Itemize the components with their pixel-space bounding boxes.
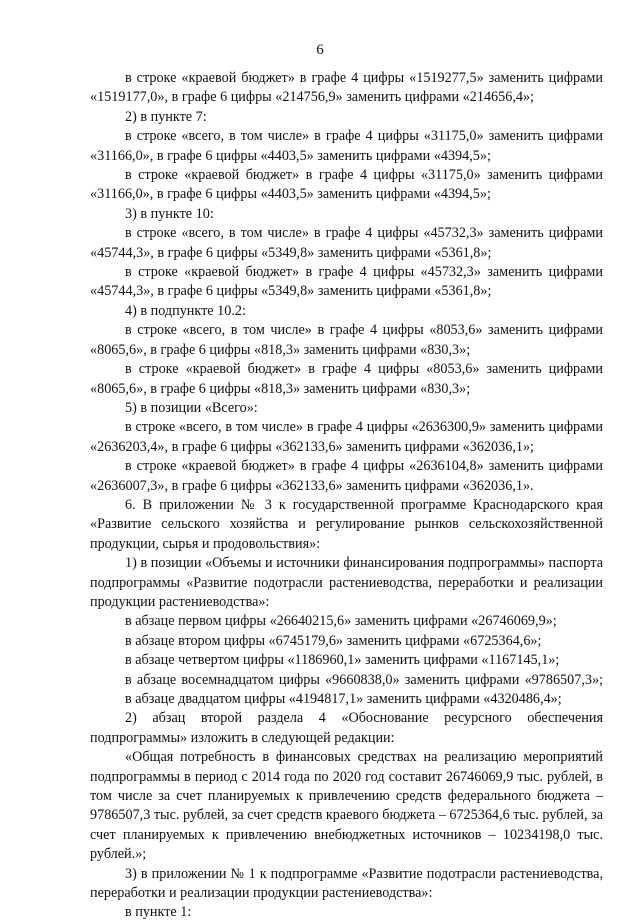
paragraph: 4) в подпункте 10.2: (125, 302, 246, 319)
paragraph: 3) в приложении № 1 к подпрограмме «Развитие подотрасли растениеводства, переработки и реализации продукции растениеводства»: (90, 865, 603, 902)
paragraph: 5) в позиции «Всего»: (125, 399, 258, 416)
paragraph: 2) в пункте 7: (125, 108, 207, 125)
paragraph: 3) в пункте 10: (125, 205, 214, 222)
paragraph: в пункте 1: (125, 904, 192, 921)
paragraph: 1) в позиции «Объемы и источники финансирования подпрограммы» паспорта подпрограммы «Развитие подотрасли растениеводства, переработки и реализации продукции растениеводства»: (90, 555, 603, 610)
paragraph: «Общая потребность в финансовых средствах на реализацию мероприятий подпрограммы в период с 2014 года по 2020 год составит 26746069,9 тыс. рублей, в том числе за счет планируемых к привлечению средств федерального бюджета – 9786507,3 тыс. рублей, за счет средств краевого бюджета – 6725364,6 тыс. рублей, за счет планируемых к привлечению внебюджетных источников – 10234198,0 тыс. рублей.»; (90, 749, 603, 863)
paragraph: в абзаце первом цифры «26640215,6» заменить цифрами «26746069,9»; (125, 613, 557, 630)
paragraph: в абзаце четвертом цифры «1186960,1» заменить цифрами «1167145,1»; (125, 652, 560, 669)
paragraph: в абзаце втором цифры «6745179,6» заменить цифрами «6725364,6»; (125, 632, 542, 649)
paragraph: в строке «краевой бюджет» в графе 4 цифры «8053,6» заменить цифрами «8065,6», в графе 6 цифры «818,3» заменить цифрами «830,3»; (90, 361, 603, 397)
paragraph: в абзаце восемнадцатом цифры «9660838,0» заменить цифрами «9786507,3»; (125, 671, 603, 688)
paragraph: в строке «краевой бюджет» в графе 4 цифры «2636104,8» заменить цифрами «2636007,3», в графе 6 цифры «362133,6» заменить цифрами «362036,1». (90, 458, 603, 494)
paragraph: 2) абзац второй раздела 4 «Обоснование ресурсного обеспечения подпрограммы» изложить в следующей редакции: (90, 710, 603, 746)
paragraph: в строке «всего, в том числе» в графе 4 цифры «31175,0» заменить цифрами «31166,0», в графе 6 цифры «4403,5» заменить цифрами «4394,5»; (90, 128, 603, 164)
document-body (90, 69, 603, 923)
paragraph: в строке «краевой бюджет» в графе 4 цифры «1519277,5» заменить цифрами «1519177,0», в графе 6 цифры «214756,9» заменить цифрами «214656,4»; (90, 70, 603, 106)
paragraph: 6. В приложении № 3 к государственной программе Краснодарского края «Развитие сельского хозяйства и регулирование рынков сельскохозяйственной продукции, сырья и продовольствия»: (90, 496, 603, 552)
paragraph: в строке «всего, в том числе» в графе 4 цифры «2636300,9» заменить цифрами «2636203,4», в графе 6 цифры «362133,6» заменить цифрами «362036,1»; (90, 419, 603, 455)
paragraph: в строке «краевой бюджет» в графе 4 цифры «31175,0» заменить цифрами «31166,0», в графе 6 цифры «4403,5» заменить цифрами «4394,5»; (90, 167, 603, 203)
paragraph: в строке «краевой бюджет» в графе 4 цифры «45732,3» заменить цифрами «45744,3», в графе 6 цифры «5349,8» заменить цифрами «5361,8»; (90, 264, 603, 300)
paragraph: в строке «всего, в том числе» в графе 4 цифры «45732,3» заменить цифрами «45744,3», в графе 6 цифры «5349,8» заменить цифрами «5361,8»; (90, 225, 603, 261)
paragraph: в абзаце двадцатом цифры «4194817,1» заменить цифрами «4320486,4»; (125, 691, 562, 707)
page-number: 6 (316, 42, 324, 58)
paragraph: в строке «всего, в том числе» в графе 4 цифры «8053,6» заменить цифрами «8065,6», в графе 6 цифры «818,3» заменить цифрами «830,3»; (90, 322, 603, 358)
